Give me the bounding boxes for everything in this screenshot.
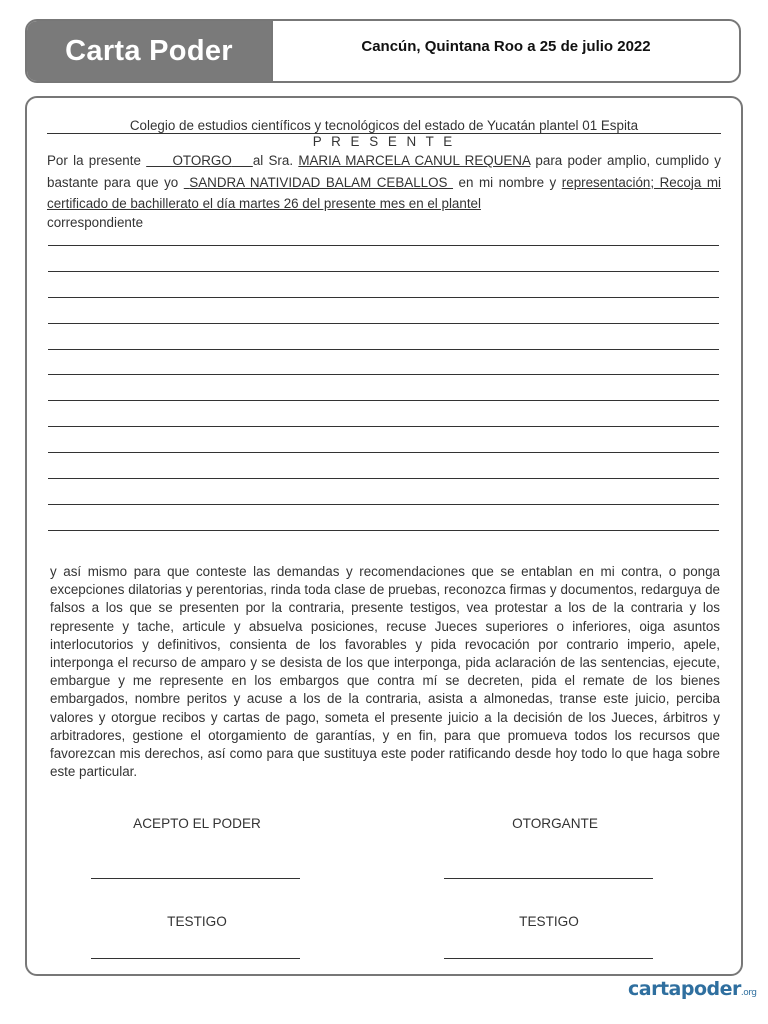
grant-powers: para poder amplio, cumplido y bastante para que yo (47, 153, 721, 190)
witness-left-label: TESTIGO (167, 914, 227, 929)
grant-action-field: OTORGO (172, 153, 232, 168)
purpose-end: correspondiente (47, 214, 144, 230)
blank-line (48, 324, 719, 350)
grant-intro: Por la presente (47, 153, 141, 168)
legal-powers-text: y así mismo para que conteste las demandas y recomendaciones que se entablan en mi contra, o ponga excepciones dilatorias y perentorias, rinda toda clase de pruebas, reconozca firmas y documentos, redarguya de falsos a los que se presenten por la contraria, presente testigos, vea protestar a los de la contraria y los represente y tache, articule y absuelva posiciones, recuse Jueces superiores o inferiores, oiga asuntos interlocutorios y definitivos, consienta de los favorables y pida revocación por contrario imperio, apele, interponga el recurso de amparo y se desista de los que interponga, pida aclaración de las sentencias, ejecute, embargue y me represente en los embargos que contra mí se decreten, pida el remate de los bienes embargados, nombre peritos y acuse a los de la contraria, asista a almonedas, transe este juicio, perciba valores y otorgue recibos y cartas de pago, someta el presente juicio a la decisión de los Jueces, árbitros y arbitradores, gestione el otorgamiento de garantías, y en fin, para que promueva todos los recursos que favorezcan mis derechos, así como para que sustituya este poder ratificando desde hoy todo lo que haga sobre este particular. (50, 564, 720, 780)
grant-to-prefix: al Sra. (252, 153, 294, 168)
witness-right-signature-line (444, 958, 653, 959)
grant-on-behalf: en mi nombre y (458, 174, 557, 190)
blank-line (48, 401, 719, 427)
blank-line (48, 479, 719, 505)
accept-label: ACEPTO EL PODER (133, 816, 261, 831)
blank-line (48, 427, 719, 453)
accept-signature-line (91, 878, 300, 879)
witness-right-label: TESTIGO (519, 914, 579, 929)
grantor-label: OTORGANTE (512, 816, 598, 831)
blank-line (48, 453, 719, 479)
grant-paragraph (47, 150, 721, 215)
purpose-text: representación; Recoja mi certificado de bachillerato el día martes 26 del presente mes en el plantel (47, 174, 721, 211)
blank-lines (48, 245, 719, 531)
blank-line (48, 246, 719, 272)
presente-heading: P R E S E N T E (312, 134, 456, 149)
header-box (25, 19, 741, 83)
blank-line (48, 272, 719, 298)
document-title: Carta Poder (27, 21, 273, 81)
witness-left-signature-line (91, 958, 300, 959)
blank-line (48, 350, 719, 376)
attorney-name-field: MARIA MARCELA CANUL REQUENA (298, 153, 531, 168)
date-line: Cancún, Quintana Roo a 25 de julio 2022 (361, 38, 651, 55)
institution-line: Colegio de estudios científicos y tecnológicos del estado de Yucatán plantel 01 Espita (47, 118, 721, 134)
grantor-signature-line (444, 878, 653, 879)
letter-content (47, 118, 721, 231)
grantor-name-field: SANDRA NATIVIDAD BALAM CEBALLOS (189, 174, 448, 190)
cartapoder-logo: cartapoder.org (628, 978, 757, 1000)
blank-line (48, 298, 719, 324)
blank-line (48, 375, 719, 401)
blank-line (48, 505, 719, 531)
